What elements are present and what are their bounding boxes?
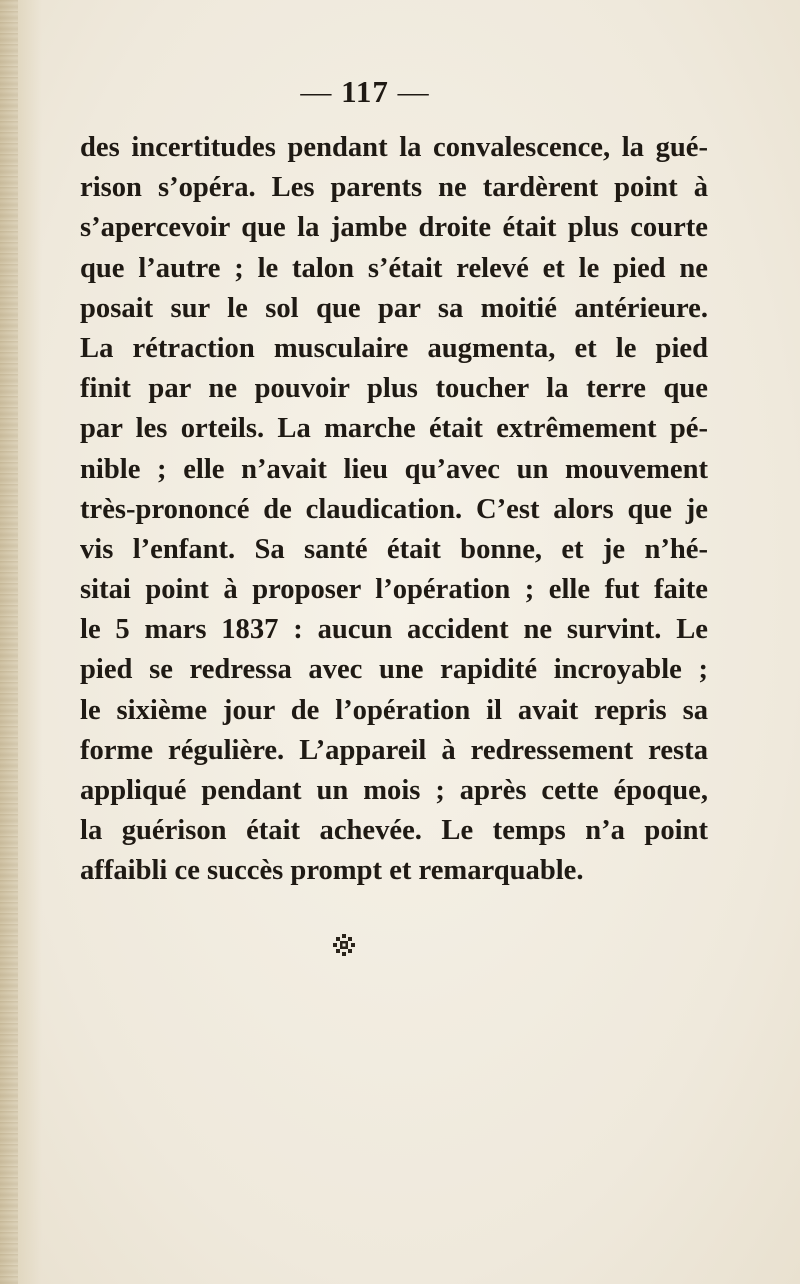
text-line: posait sur le sol que par sa moitié antérieure. [80, 292, 708, 324]
text-line: la guérison était achevée. Le temps n’a point [80, 815, 708, 847]
text-line: très-prononcé de claudication. C’est alors que je [80, 493, 708, 525]
text-line: nible ; elle n’avait lieu qu’avec un mouvement [80, 453, 708, 485]
text-line: forme régulière. L’appareil à redressement resta [80, 734, 708, 766]
text-line: par les orteils. La marche était extrêmement pé- [80, 413, 708, 445]
page-number: 117 [341, 74, 389, 109]
text-line: des incertitudes pendant la convalescence, la gué- [80, 132, 708, 163]
text-line: rison s’opéra. Les parents ne tardèrent point à [80, 172, 708, 204]
text-line: affaibli ce succès prompt et remarquable. [80, 855, 584, 887]
text-line: finit par ne pouvoir plus toucher la terre que [80, 373, 708, 405]
text-line: pied se redressa avec une rapidité incroyable ; [80, 654, 708, 686]
text-line: le sixième jour de l’opération il avait repris sa [80, 694, 708, 726]
folio-dash-right: — [397, 74, 430, 109]
text-line: que l’autre ; le talon s’était relevé et le pied ne [80, 252, 708, 284]
page-number-header [0, 74, 660, 110]
text-line: La rétraction musculaire augmenta, et le pied [80, 332, 708, 364]
text-line: appliqué pendant un mois ; après cette époque, [80, 775, 708, 806]
text-line: vis l’enfant. Sa santé était bonne, et je n’hé- [80, 533, 708, 565]
folio-dash-left: — [300, 74, 333, 109]
page-edge [0, 0, 18, 1284]
body-paragraph [80, 128, 708, 892]
printer-ornament-icon [332, 933, 356, 957]
text-line: sitai point à proposer l’opération ; elle fut faite [80, 574, 708, 606]
text-line: s’apercevoir que la jambe droite était plus courte [80, 212, 708, 244]
text-line: le 5 mars 1837 : aucun accident ne survint. Le [80, 614, 708, 646]
